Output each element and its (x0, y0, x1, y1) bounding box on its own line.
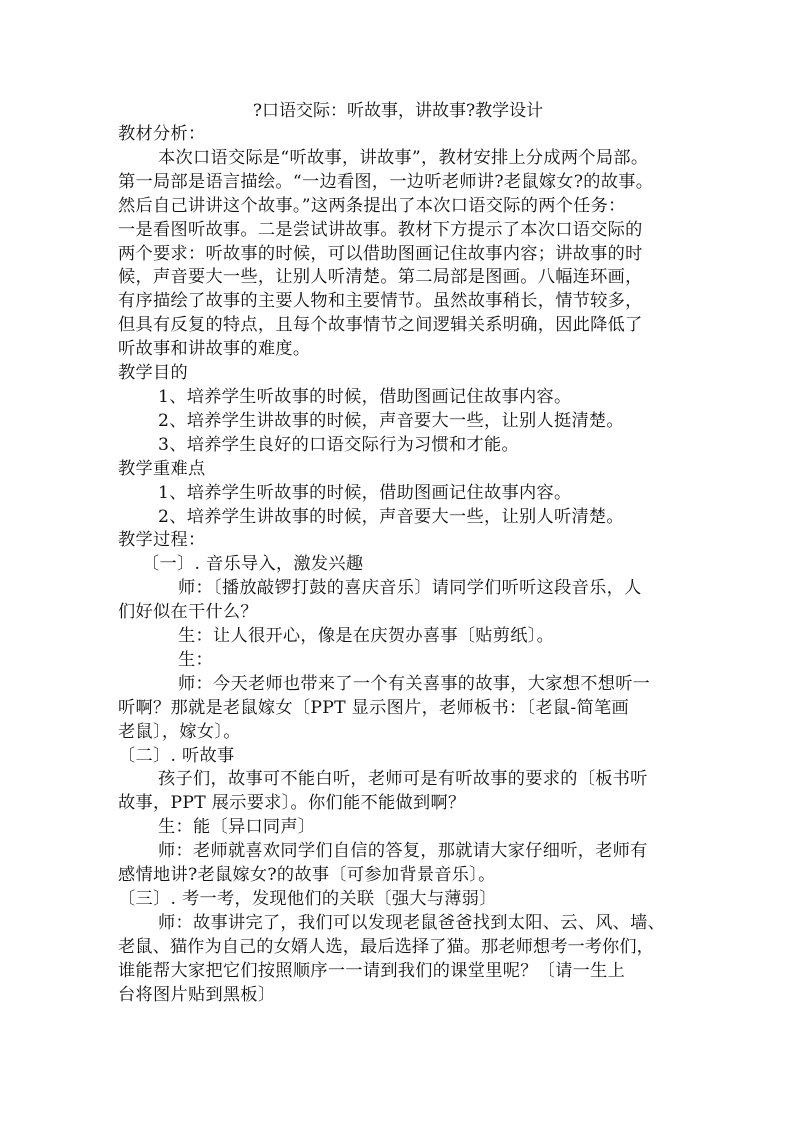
section-2-line: 生：能〔异口同声〕 (158, 817, 316, 838)
analysis-heading: 教材分析： (118, 124, 206, 144)
document-title: ?口语交际：听故事，讲故事?教学设计 (252, 101, 544, 121)
section-2-line: 故事，PPT 展示要求〕。你们能不能做到啊？ (118, 793, 466, 814)
goal-item: 2、培养学生讲故事的时候，声音要大一些，让别人挺清楚。 (158, 410, 624, 431)
section-3-line: 谁能帮大家把它们按照顺序一一请到我们的课堂里呢？〔请一生上 (118, 960, 626, 981)
analysis-line: 两个要求：听故事的时候，可以借助图画记住故事内容；讲故事的时 (118, 243, 643, 264)
goal-item: 3、培养学生良好的口语交际行为习惯和才能。 (158, 434, 519, 455)
section-2-heading: 〔二〕. 听故事 (118, 745, 235, 766)
section-1-line: 生： (178, 649, 213, 670)
key-point-item: 2、培养学生讲故事的时候，声音要大一些，让别人听清楚。 (158, 506, 624, 527)
analysis-line: 一是看图听故事。二是尝试讲故事。教材下方提示了本次口语交际的 (118, 219, 643, 240)
key-points-heading: 教学重难点 (118, 458, 206, 479)
section-3-line: 老鼠、猫作为自己的女婿人选，最后选择了猫。那老师想考一考你们， (118, 936, 654, 957)
section-3-heading: 〔三〕. 考一考，发现他们的关联〔强大与薄弱〕 (118, 889, 497, 909)
goals-heading: 教学目的 (118, 363, 188, 384)
section-3-line: 师：故事讲完了，我们可以发现老鼠爸爸找到太阳、云、风、墙、 (158, 912, 666, 933)
document-page (118, 100, 678, 1008)
key-point-item: 1、培养学生听故事的时候，借助图画记住故事内容。 (158, 482, 572, 503)
section-1-line: 老鼠〕，嫁女〕。 (118, 721, 241, 742)
section-1-line: 们好似在干什么？ (118, 602, 258, 623)
process-heading: 教学过程： (118, 530, 206, 551)
goal-item: 1、培养学生听故事的时候，借助图画记住故事内容。 (158, 386, 572, 407)
analysis-line: 本次口语交际是“听故事，讲故事”，教材安排上分成两个局部。 (158, 147, 649, 168)
section-2-line: 孩子们，故事可不能白听，老师可是有听故事的要求的〔板书听 (158, 769, 648, 790)
section-1-line: 听啊？那就是老鼠嫁女〔PPT 显示图片，老师板书：〔老鼠-简笔画 (118, 697, 629, 718)
section-1-line: 师：今天老师也带来了一个有关喜事的故事，大家想不想听一 (178, 673, 651, 694)
section-1-heading: 〔一〕. 音乐导入，激发兴趣 (142, 554, 364, 575)
analysis-line: 有序描绘了故事的主要人物和主要情节。虽然故事稍长，情节较多， (118, 291, 643, 312)
analysis-line: 但具有反复的特点，且每个故事情节之间逻辑关系明确，因此降低了 (118, 315, 643, 336)
section-1-line: 师：〔播放敲锣打鼓的喜庆音乐〕请同学们听听这段音乐，人 (178, 578, 642, 599)
section-1-line: 生：让人很开心，像是在庆贺办喜事〔贴剪纸〕。 (178, 626, 555, 647)
section-2-line: 师：老师就喜欢同学们自信的答复，那就请大家仔细听，老师有 (158, 841, 648, 862)
section-2-line: 感情地讲?老鼠嫁女?的故事〔可参加背景音乐〕。 (118, 865, 496, 886)
analysis-line: 第一局部是语言描绘。“一边看图，一边听老师讲?老鼠嫁女?的故事。 (118, 171, 654, 192)
section-3-line: 台将图片贴到黑板〕 (118, 984, 276, 1005)
analysis-line: 候，声音要大一些，让别人听清楚。第二局部是图画。八幅连环画， (118, 267, 643, 288)
analysis-line: 听故事和讲故事的难度。 (118, 339, 311, 360)
analysis-line: 然后自己讲讲这个故事。”这两条提出了本次口语交际的两个任务： (118, 195, 626, 216)
